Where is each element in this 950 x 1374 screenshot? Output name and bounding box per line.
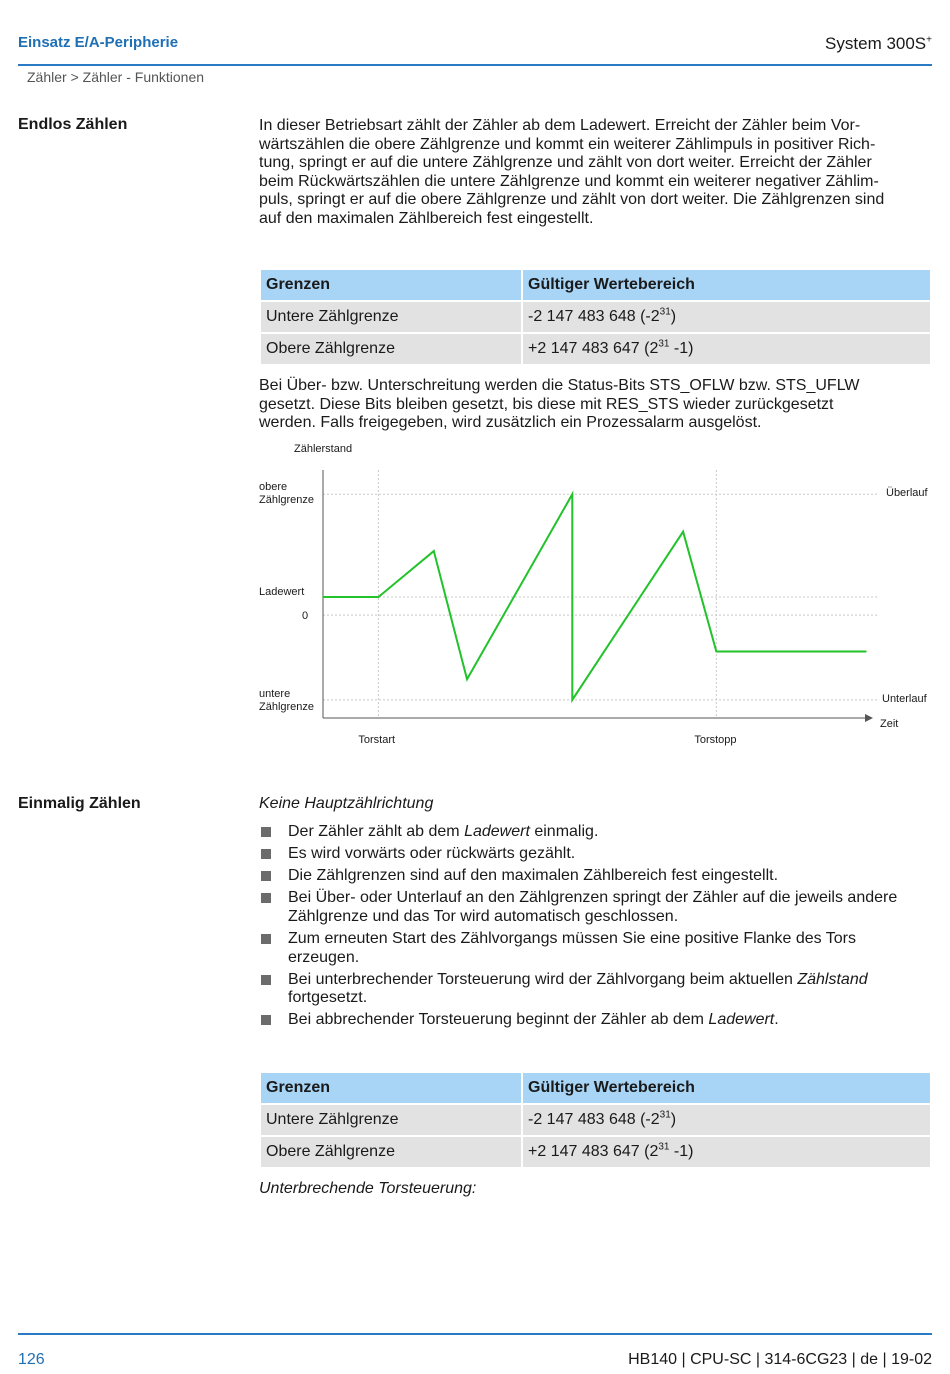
obere-label-line1: obere bbox=[259, 481, 288, 494]
value-tail: ) bbox=[670, 308, 677, 325]
torstopp-label: Torstopp bbox=[694, 734, 737, 746]
overflow-label: Überlauf bbox=[886, 487, 928, 500]
value-text: -2 147 483 648 (-2 bbox=[528, 1111, 660, 1128]
series-point bbox=[572, 493, 574, 495]
item-text: Der Zähler zählt ab dem bbox=[288, 823, 465, 840]
item-text-tail: fortgesetzt. bbox=[288, 989, 368, 1007]
obere-label-line2: Zählgrenze bbox=[259, 494, 315, 507]
einmalig-bullet-list bbox=[259, 823, 929, 1033]
value-exponent: 31 bbox=[659, 306, 671, 318]
item-text-tail: einmalig. bbox=[529, 823, 599, 840]
einmalig-subheading: Keine Hauptzählrichtung bbox=[259, 795, 434, 812]
table-row bbox=[261, 1105, 930, 1135]
list-item bbox=[259, 867, 929, 886]
list-item bbox=[259, 1011, 929, 1030]
bullet-square-icon bbox=[261, 975, 271, 985]
item-emphasis: Zählstand bbox=[797, 970, 868, 988]
counter-chart bbox=[250, 438, 940, 750]
chart-grid bbox=[323, 470, 877, 718]
item-text: Bei Über- oder Unterlauf an den Zählgrenzen springt der Zähler auf die jeweils andere Zählgrenze und das Tor wird automatisch geschlossen. bbox=[288, 889, 898, 925]
x-axis-title: Zeit bbox=[880, 718, 899, 730]
value-exponent: 31 bbox=[658, 1141, 670, 1153]
item-text: Die Zählgrenzen sind auf den maximalen Zählbereich fest eingestellt. bbox=[288, 867, 779, 885]
value-text: -2 147 483 648 (-2 bbox=[528, 308, 660, 325]
torstart-label: Torstart bbox=[358, 734, 396, 746]
y-axis-title: Zählerstand bbox=[294, 443, 353, 455]
bullet-square-icon bbox=[261, 849, 271, 859]
footer-divider bbox=[18, 1333, 932, 1335]
table-header-wertebereich: Gültiger Wertebereich bbox=[523, 1073, 930, 1103]
closing-line: Unterbrechende Torsteuerung: bbox=[259, 1180, 477, 1197]
value-exponent: 31 bbox=[659, 1109, 671, 1121]
bullet-square-icon bbox=[261, 1015, 271, 1025]
value-exponent: 31 bbox=[658, 338, 670, 350]
header-divider bbox=[18, 64, 932, 66]
table-header-wertebereich: Gültiger Wertebereich bbox=[523, 270, 930, 300]
underflow-label: Unterlauf bbox=[882, 692, 927, 705]
header-product-name: System 300S bbox=[825, 34, 927, 53]
series-point bbox=[433, 550, 435, 552]
status-line: werden. Falls freigegeben, wird zusätzlich ein Prozessalarm ausgelöst. bbox=[259, 414, 762, 432]
header-product-sup: + bbox=[926, 34, 932, 46]
endlos-line: wärtszählen die obere Zählgrenze und kommt ein weiterer Zählimpuls in positiver Rich- bbox=[259, 135, 876, 153]
series-point bbox=[716, 651, 718, 653]
table-row bbox=[261, 1137, 930, 1167]
table-header-grenzen: Grenzen bbox=[261, 270, 521, 300]
status-line: Bei Über- bzw. Unterschreitung werden die Status-Bits STS_OFLW bzw. STS_UFLW bbox=[259, 377, 860, 394]
table-cell-label: Obere Zählgrenze bbox=[261, 334, 521, 364]
limits-table-2 bbox=[259, 1071, 932, 1169]
series-point bbox=[865, 651, 867, 653]
series-point bbox=[572, 699, 574, 701]
breadcrumb: Zähler > Zähler - Funktionen bbox=[27, 69, 205, 85]
item-text-tail: . bbox=[774, 1011, 779, 1029]
ladewert-label: Ladewert bbox=[259, 586, 305, 599]
item-text: Es wird vorwärts oder rückwärts gezählt. bbox=[288, 845, 576, 863]
endlos-paragraph bbox=[259, 117, 929, 229]
table-cell-value bbox=[523, 1105, 930, 1135]
list-item bbox=[259, 823, 929, 842]
list-item bbox=[259, 845, 929, 864]
table-cell-label: Untere Zählgrenze bbox=[261, 302, 521, 332]
endlos-line: tung, springt er auf die untere Zählgrenze und zählt von dort weiter. Erreicht der Zähler bbox=[259, 154, 872, 172]
section-heading-einmalig: Einmalig Zählen bbox=[18, 795, 141, 812]
list-item bbox=[259, 971, 929, 1008]
bullet-square-icon bbox=[261, 871, 271, 881]
status-bits-paragraph bbox=[259, 377, 929, 433]
value-text: +2 147 483 647 (2 bbox=[528, 340, 659, 357]
item-text: Zum erneuten Start des Zählvorgangs müssen Sie eine positive Flanke des Tors erzeugen. bbox=[288, 929, 856, 966]
value-text: +2 147 483 647 (2 bbox=[528, 1143, 659, 1160]
table-cell-label: Obere Zählgrenze bbox=[261, 1137, 521, 1167]
value-tail: -1) bbox=[669, 1143, 694, 1160]
item-emphasis: Ladewert bbox=[708, 1011, 775, 1029]
endlos-line: puls, springt er auf die obere Zählgrenze und zählt von dort weiter. Die Zählgrenzen sind bbox=[259, 191, 885, 209]
table-row bbox=[261, 302, 930, 332]
table-row bbox=[261, 334, 930, 364]
series-point bbox=[466, 678, 468, 680]
table-cell-value bbox=[523, 1137, 930, 1167]
list-item bbox=[259, 889, 929, 926]
table-cell-label: Untere Zählgrenze bbox=[261, 1105, 521, 1135]
item-text: Bei abbrechender Torsteuerung beginnt der Zähler ab dem bbox=[288, 1011, 709, 1029]
header-section-title: Einsatz E/A-Peripherie bbox=[18, 34, 179, 51]
table-cell-value bbox=[523, 302, 930, 332]
bullet-square-icon bbox=[261, 934, 271, 944]
status-line: gesetzt. Diese Bits bleiben gesetzt, bis diese mit RES_STS wieder zurückgesetzt bbox=[259, 395, 834, 413]
header-product bbox=[825, 34, 932, 54]
table-cell-value bbox=[523, 334, 930, 364]
endlos-line: In dieser Betriebsart zählt der Zähler ab dem Ladewert. Erreicht der Zähler beim Vor- bbox=[259, 117, 861, 134]
zero-label: 0 bbox=[302, 610, 309, 623]
series-point bbox=[682, 531, 684, 533]
table-header-grenzen: Grenzen bbox=[261, 1073, 521, 1103]
value-tail: ) bbox=[670, 1111, 677, 1128]
document-id: HB140 | CPU-SC | 314-6CG23 | de | 19-02 bbox=[628, 1351, 932, 1368]
series-point bbox=[322, 596, 324, 598]
value-tail: -1) bbox=[669, 340, 694, 357]
untere-label-line1: untere bbox=[259, 687, 291, 700]
list-item bbox=[259, 930, 929, 967]
endlos-line: beim Rückwärtszählen die untere Zählgrenze und kommt ein weiterer negativer Zählim- bbox=[259, 172, 879, 190]
bullet-square-icon bbox=[261, 893, 271, 903]
page-number: 126 bbox=[18, 1351, 45, 1368]
series-point bbox=[378, 596, 380, 598]
untere-label-line2: Zählgrenze bbox=[259, 700, 315, 713]
limits-table-1 bbox=[259, 268, 932, 366]
item-text: Bei unterbrechender Torsteuerung wird der Zählvorgang beim aktuellen bbox=[288, 970, 798, 988]
bullet-square-icon bbox=[261, 827, 271, 837]
endlos-line: auf den maximalen Zählbereich fest eingestellt. bbox=[259, 209, 594, 227]
item-emphasis: Ladewert bbox=[464, 823, 530, 840]
section-heading-endlos: Endlos Zählen bbox=[18, 116, 128, 133]
